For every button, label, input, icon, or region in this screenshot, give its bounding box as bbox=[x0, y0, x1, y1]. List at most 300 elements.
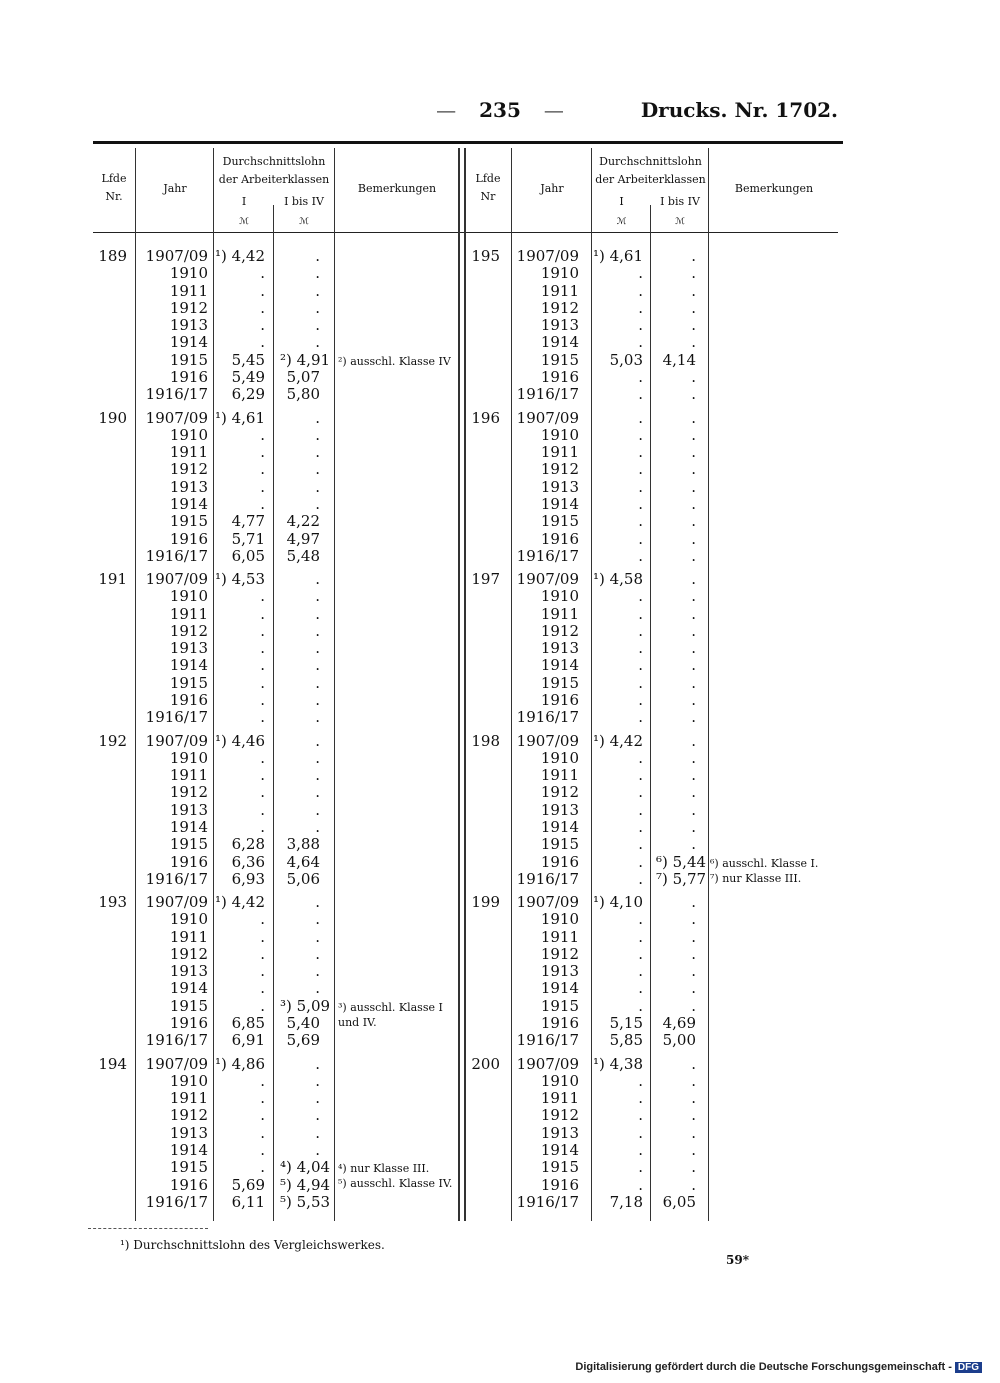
wage-class-i-cell: 5,85 bbox=[609, 1031, 643, 1050]
wage-class-i-iv-cell: . bbox=[691, 731, 696, 750]
wage-class-i-cell: . bbox=[260, 1071, 265, 1090]
wage-class-i-cell: . bbox=[260, 1158, 265, 1177]
wage-class-i-iv-cell: . bbox=[691, 368, 696, 387]
year-cell: 1913 bbox=[540, 800, 579, 819]
wage-class-i-cell: ¹) 4,61 bbox=[592, 247, 643, 265]
wage-class-i-cell: . bbox=[260, 748, 265, 767]
table-block bbox=[0, 894, 1000, 1050]
wage-class-i-iv-cell: . bbox=[691, 621, 696, 640]
year-cell: 1913 bbox=[540, 316, 579, 335]
wage-class-i-cell: . bbox=[638, 1106, 643, 1125]
table-row bbox=[0, 1159, 1000, 1176]
wage-class-i-iv-cell: . bbox=[315, 1054, 320, 1073]
table-row bbox=[0, 444, 1000, 461]
table-row bbox=[0, 929, 1000, 946]
year-cell: 1913 bbox=[169, 962, 208, 981]
year-cell: 1907/09 bbox=[145, 731, 208, 750]
year-cell: 1915 bbox=[540, 512, 579, 531]
wage-class-i-iv-cell: . bbox=[691, 800, 696, 819]
wage-class-i-cell: ¹) 4,42 bbox=[214, 893, 265, 911]
year-cell: 1910 bbox=[540, 910, 579, 929]
document-reference: Drucks. Nr. 1702. bbox=[640, 98, 838, 122]
year-cell: 1914 bbox=[169, 817, 208, 836]
remark-cell: ⁶) ausschl. Klasse I. ⁷) nur Klasse III. bbox=[710, 856, 819, 885]
year-cell: 1916/17 bbox=[145, 708, 208, 727]
wage-class-i-cell: 5,03 bbox=[609, 350, 643, 369]
table-row bbox=[0, 709, 1000, 726]
year-cell: 1910 bbox=[169, 425, 208, 444]
wage-class-i-iv-cell: . bbox=[315, 673, 320, 692]
table-row bbox=[0, 911, 1000, 928]
table-row bbox=[0, 1015, 1000, 1032]
table-row bbox=[0, 980, 1000, 997]
wage-class-i-cell: . bbox=[260, 298, 265, 317]
wage-class-i-iv-cell: . bbox=[315, 1071, 320, 1090]
wage-class-i-cell: . bbox=[260, 691, 265, 710]
year-cell: 1911 bbox=[540, 927, 579, 946]
year-cell: 1913 bbox=[540, 962, 579, 981]
header-lohn-iv: I bis IV bbox=[660, 195, 700, 208]
table-row bbox=[0, 657, 1000, 674]
year-cell: 1916/17 bbox=[516, 385, 579, 404]
year-cell: 1907/09 bbox=[145, 408, 208, 427]
table-row bbox=[0, 317, 1000, 334]
year-cell: 1916/17 bbox=[145, 546, 208, 565]
year-cell: 1912 bbox=[169, 621, 208, 640]
wage-class-i-iv-cell: . bbox=[691, 1158, 696, 1177]
wage-class-i-cell: ¹) 4,10 bbox=[592, 893, 643, 911]
table-row bbox=[0, 733, 1000, 750]
row-number: 191 bbox=[98, 570, 127, 588]
year-cell: 1910 bbox=[540, 1071, 579, 1090]
table-row bbox=[0, 1142, 1000, 1159]
wage-class-i-iv-cell: ⁶) 5,44 bbox=[656, 852, 707, 871]
year-cell: 1911 bbox=[540, 766, 579, 785]
wage-class-i-iv-cell: . bbox=[315, 708, 320, 727]
table-row bbox=[0, 369, 1000, 386]
wage-class-i-cell: ¹) 4,38 bbox=[592, 1054, 643, 1073]
wage-class-i-cell: 4,77 bbox=[231, 512, 265, 531]
table-row bbox=[0, 461, 1000, 478]
sheet-signature: 59* bbox=[726, 1253, 749, 1267]
wage-class-i-cell: . bbox=[638, 869, 643, 888]
header-lohn-i: I bbox=[241, 195, 247, 208]
wage-class-i-cell: . bbox=[638, 368, 643, 387]
wage-class-i-cell: . bbox=[638, 1071, 643, 1090]
wage-class-i-iv-cell: 5,48 bbox=[286, 546, 320, 565]
table-row bbox=[0, 283, 1000, 300]
dash: — bbox=[436, 98, 457, 122]
wage-class-i-iv-cell: . bbox=[691, 333, 696, 352]
wage-class-i-iv-cell: . bbox=[691, 281, 696, 300]
wage-class-i-cell: . bbox=[638, 512, 643, 531]
wage-class-i-iv-cell: . bbox=[315, 766, 320, 785]
year-cell: 1916 bbox=[540, 1014, 579, 1033]
wage-class-i-iv-cell: ⁵) 5,53 bbox=[280, 1192, 331, 1211]
wage-class-i-iv-cell: . bbox=[315, 962, 320, 981]
wage-class-i-iv-cell: 6,05 bbox=[662, 1192, 696, 1211]
year-cell: 1911 bbox=[540, 443, 579, 462]
wage-class-i-iv-cell: . bbox=[691, 691, 696, 710]
table-row bbox=[0, 427, 1000, 444]
row-number: 199 bbox=[471, 893, 500, 911]
wage-class-i-cell: . bbox=[260, 1089, 265, 1108]
year-cell: 1912 bbox=[169, 944, 208, 963]
footnote: ¹) Durchschnittslohn des Vergleichswerkes. bbox=[120, 1238, 385, 1252]
wage-class-i-iv-cell: . bbox=[691, 748, 696, 767]
wage-class-i-iv-cell: . bbox=[691, 494, 696, 513]
year-cell: 1916/17 bbox=[516, 869, 579, 888]
year-cell: 1911 bbox=[540, 281, 579, 300]
year-cell: 1911 bbox=[169, 281, 208, 300]
row-number: 192 bbox=[98, 731, 127, 750]
year-cell: 1914 bbox=[540, 1140, 579, 1159]
year-cell: 1915 bbox=[169, 835, 208, 854]
table-row bbox=[0, 819, 1000, 836]
wage-class-i-cell: . bbox=[638, 546, 643, 565]
wage-class-i-iv-cell: . bbox=[315, 1089, 320, 1108]
wage-class-i-iv-cell: . bbox=[315, 748, 320, 767]
table-row bbox=[0, 1107, 1000, 1124]
wage-class-i-iv-cell: . bbox=[315, 893, 320, 911]
wage-class-i-cell: . bbox=[260, 673, 265, 692]
wage-class-i-cell: . bbox=[260, 604, 265, 623]
year-cell: 1914 bbox=[540, 494, 579, 513]
wage-class-i-cell: . bbox=[260, 621, 265, 640]
wage-class-i-iv-cell: . bbox=[315, 570, 320, 588]
header-lfd-nr: Lfde Nr bbox=[475, 172, 501, 203]
wage-class-i-iv-cell: . bbox=[691, 639, 696, 658]
wage-class-i-cell: . bbox=[638, 1123, 643, 1142]
year-cell: 1916/17 bbox=[516, 546, 579, 565]
wage-class-i-cell: 5,45 bbox=[231, 350, 265, 369]
year-cell: 1916/17 bbox=[516, 708, 579, 727]
wage-class-i-cell: . bbox=[638, 1175, 643, 1194]
year-cell: 1907/09 bbox=[516, 731, 579, 750]
header-unit: ℳ bbox=[675, 217, 685, 227]
table-row bbox=[0, 1032, 1000, 1049]
wage-class-i-cell: . bbox=[260, 1140, 265, 1159]
table-row bbox=[0, 410, 1000, 427]
wage-class-i-cell: . bbox=[260, 800, 265, 819]
wage-class-i-cell: ¹) 4,46 bbox=[214, 731, 265, 750]
wage-class-i-cell: . bbox=[260, 316, 265, 335]
wage-class-i-cell: . bbox=[260, 1123, 265, 1142]
wage-class-i-cell: . bbox=[638, 962, 643, 981]
year-cell: 1910 bbox=[169, 264, 208, 283]
row-number: 190 bbox=[98, 408, 127, 427]
wage-class-i-iv-cell: 4,14 bbox=[662, 350, 696, 369]
wage-class-i-cell: . bbox=[260, 944, 265, 963]
wage-class-i-cell: . bbox=[638, 944, 643, 963]
wage-class-i-iv-cell: . bbox=[315, 477, 320, 496]
year-cell: 1910 bbox=[169, 587, 208, 606]
year-cell: 1910 bbox=[540, 748, 579, 767]
year-cell: 1907/09 bbox=[145, 893, 208, 911]
table-row bbox=[0, 513, 1000, 530]
header-lohn: Durchschnittslohn der Arbeiterklassen bbox=[595, 155, 706, 186]
top-rule bbox=[93, 141, 843, 144]
wage-class-i-cell: . bbox=[260, 1106, 265, 1125]
table-row bbox=[0, 1194, 1000, 1211]
wage-class-i-iv-cell: . bbox=[691, 979, 696, 998]
wage-class-i-cell: 6,36 bbox=[231, 852, 265, 871]
wage-class-i-iv-cell: . bbox=[315, 1106, 320, 1125]
year-cell: 1915 bbox=[540, 673, 579, 692]
year-cell: 1907/09 bbox=[516, 408, 579, 427]
year-cell: 1913 bbox=[540, 1123, 579, 1142]
row-number: 194 bbox=[98, 1054, 127, 1073]
wage-class-i-cell: . bbox=[638, 800, 643, 819]
wage-class-i-iv-cell: . bbox=[315, 494, 320, 513]
wage-class-i-iv-cell: . bbox=[691, 962, 696, 981]
wage-class-i-cell: 5,15 bbox=[609, 1014, 643, 1033]
year-cell: 1907/09 bbox=[516, 893, 579, 911]
year-cell: 1910 bbox=[540, 425, 579, 444]
wage-class-i-cell: . bbox=[638, 494, 643, 513]
year-cell: 1913 bbox=[169, 800, 208, 819]
wage-class-i-cell: . bbox=[638, 621, 643, 640]
wage-class-i-iv-cell: ⁴) 4,04 bbox=[280, 1158, 331, 1177]
year-cell: 1913 bbox=[169, 639, 208, 658]
year-cell: 1912 bbox=[540, 944, 579, 963]
table-row bbox=[0, 334, 1000, 351]
year-cell: 1916 bbox=[540, 852, 579, 871]
table-row bbox=[0, 640, 1000, 657]
table-row bbox=[0, 1125, 1000, 1142]
wage-class-i-cell: . bbox=[260, 817, 265, 836]
header-unit: ℳ bbox=[616, 217, 627, 227]
year-cell: 1911 bbox=[169, 443, 208, 462]
wage-class-i-cell: . bbox=[260, 460, 265, 479]
wage-class-i-iv-cell: . bbox=[691, 1140, 696, 1159]
table-row bbox=[0, 623, 1000, 640]
wage-class-i-cell: . bbox=[260, 996, 265, 1015]
wage-class-i-iv-cell: ⁵) 4,94 bbox=[280, 1175, 331, 1194]
wage-class-i-iv-cell: ⁷) 5,77 bbox=[656, 869, 707, 888]
year-cell: 1910 bbox=[540, 264, 579, 283]
wage-class-i-iv-cell: . bbox=[691, 443, 696, 462]
wage-class-i-cell: . bbox=[638, 587, 643, 606]
year-cell: 1915 bbox=[169, 1158, 208, 1177]
year-cell: 1910 bbox=[169, 910, 208, 929]
wage-class-i-iv-cell: . bbox=[691, 408, 696, 427]
wage-class-i-iv-cell: . bbox=[691, 477, 696, 496]
wage-class-i-iv-cell: 5,06 bbox=[286, 869, 320, 888]
wage-class-i-iv-cell: . bbox=[691, 529, 696, 548]
row-number: 197 bbox=[471, 570, 500, 588]
year-cell: 1913 bbox=[169, 1123, 208, 1142]
year-cell: 1916/17 bbox=[516, 1031, 579, 1050]
table-block bbox=[0, 410, 1000, 566]
wage-class-i-iv-cell: 5,69 bbox=[286, 1031, 320, 1050]
year-cell: 1911 bbox=[169, 1089, 208, 1108]
wage-class-i-cell: 6,93 bbox=[231, 869, 265, 888]
row-number: 198 bbox=[471, 731, 500, 750]
wage-class-i-cell: . bbox=[638, 835, 643, 854]
wage-class-i-iv-cell: . bbox=[315, 460, 320, 479]
wage-class-i-cell: . bbox=[638, 529, 643, 548]
wage-class-i-iv-cell: . bbox=[691, 673, 696, 692]
wage-class-i-iv-cell: . bbox=[691, 316, 696, 335]
year-cell: 1914 bbox=[540, 817, 579, 836]
wage-class-i-cell: . bbox=[638, 910, 643, 929]
wage-class-i-iv-cell: . bbox=[315, 425, 320, 444]
row-number: 195 bbox=[471, 247, 500, 265]
wage-class-i-cell: 5,49 bbox=[231, 368, 265, 387]
table-row bbox=[0, 946, 1000, 963]
wage-class-i-cell: . bbox=[638, 656, 643, 675]
table-block bbox=[0, 1056, 1000, 1212]
table-row bbox=[0, 692, 1000, 709]
wage-class-i-cell: . bbox=[260, 587, 265, 606]
wage-class-i-iv-cell: . bbox=[691, 944, 696, 963]
year-cell: 1915 bbox=[540, 1158, 579, 1177]
credit-text: Digitalisierung gefördert durch die Deutsche Forschungsgemeinschaft - bbox=[575, 1361, 952, 1373]
wage-class-i-iv-cell: ²) 4,91 bbox=[280, 350, 331, 369]
wage-class-i-iv-cell: . bbox=[691, 996, 696, 1015]
year-cell: 1914 bbox=[169, 656, 208, 675]
year-cell: 1912 bbox=[540, 1106, 579, 1125]
table-row bbox=[0, 871, 1000, 888]
year-cell: 1907/09 bbox=[516, 247, 579, 265]
footnote-rule bbox=[88, 1228, 208, 1229]
wage-class-i-cell: ¹) 4,42 bbox=[592, 731, 643, 750]
wage-class-i-iv-cell: 5,00 bbox=[662, 1031, 696, 1050]
wage-class-i-cell: . bbox=[638, 673, 643, 692]
year-cell: 1911 bbox=[169, 927, 208, 946]
year-cell: 1915 bbox=[540, 835, 579, 854]
header-lohn-i: I bbox=[619, 195, 624, 208]
wage-class-i-iv-cell: . bbox=[691, 1071, 696, 1090]
table-block bbox=[0, 248, 1000, 404]
wage-class-i-cell: . bbox=[638, 927, 643, 946]
wage-class-i-cell: 6,29 bbox=[231, 385, 265, 404]
wage-class-i-iv-cell: . bbox=[315, 298, 320, 317]
header-bemerkungen: Bemerkungen bbox=[734, 182, 814, 195]
table-row bbox=[0, 784, 1000, 801]
wage-class-i-iv-cell: . bbox=[691, 927, 696, 946]
table-row bbox=[0, 1073, 1000, 1090]
year-cell: 1914 bbox=[540, 333, 579, 352]
wage-class-i-iv-cell: . bbox=[315, 691, 320, 710]
wage-class-i-cell: . bbox=[260, 656, 265, 675]
wage-class-i-iv-cell: 5,80 bbox=[286, 385, 320, 404]
year-cell: 1912 bbox=[540, 460, 579, 479]
year-cell: 1916 bbox=[169, 1175, 208, 1194]
year-cell: 1907/09 bbox=[145, 570, 208, 588]
header-lfd-nr: Lfde Nr. bbox=[101, 172, 127, 203]
table-row bbox=[0, 352, 1000, 369]
wage-class-i-cell: . bbox=[638, 783, 643, 802]
header-bemerkungen: Bemerkungen bbox=[357, 182, 437, 195]
wage-class-i-iv-cell: . bbox=[691, 546, 696, 565]
table-row bbox=[0, 1056, 1000, 1073]
year-cell: 1914 bbox=[169, 1140, 208, 1159]
table-row bbox=[0, 998, 1000, 1015]
year-cell: 1912 bbox=[540, 783, 579, 802]
year-cell: 1915 bbox=[169, 673, 208, 692]
wage-class-i-iv-cell: . bbox=[691, 604, 696, 623]
wage-class-i-cell: . bbox=[260, 494, 265, 513]
wage-class-i-iv-cell: . bbox=[315, 264, 320, 283]
row-number: 189 bbox=[98, 247, 127, 265]
year-cell: 1916 bbox=[169, 529, 208, 548]
year-cell: 1914 bbox=[540, 656, 579, 675]
wage-class-i-cell: . bbox=[638, 1158, 643, 1177]
year-cell: 1910 bbox=[169, 748, 208, 767]
wage-class-i-cell: 6,05 bbox=[231, 546, 265, 565]
year-cell: 1915 bbox=[169, 350, 208, 369]
wage-class-i-cell: . bbox=[260, 708, 265, 727]
year-cell: 1916/17 bbox=[145, 385, 208, 404]
wage-class-i-cell: 7,18 bbox=[609, 1192, 643, 1211]
wage-class-i-cell: . bbox=[260, 443, 265, 462]
wage-class-i-iv-cell: . bbox=[315, 800, 320, 819]
page-number: 235 bbox=[479, 98, 521, 122]
wage-class-i-cell: . bbox=[638, 748, 643, 767]
table-row bbox=[0, 265, 1000, 282]
table-row bbox=[0, 531, 1000, 548]
wage-class-i-cell: . bbox=[260, 783, 265, 802]
wage-class-i-iv-cell: . bbox=[691, 587, 696, 606]
table-row bbox=[0, 571, 1000, 588]
wage-class-i-cell: . bbox=[638, 425, 643, 444]
table-row bbox=[0, 479, 1000, 496]
wage-class-i-iv-cell: . bbox=[691, 1123, 696, 1142]
year-cell: 1907/09 bbox=[145, 1054, 208, 1073]
wage-class-i-cell: . bbox=[260, 979, 265, 998]
wage-class-i-iv-cell: . bbox=[315, 1123, 320, 1142]
wage-class-i-iv-cell: . bbox=[315, 621, 320, 640]
year-cell: 1914 bbox=[540, 979, 579, 998]
wage-class-i-cell: . bbox=[638, 443, 643, 462]
wage-class-i-iv-cell: 4,97 bbox=[286, 529, 320, 548]
wage-class-i-iv-cell: . bbox=[315, 316, 320, 335]
wage-class-i-cell: . bbox=[638, 1089, 643, 1108]
year-cell: 1915 bbox=[540, 996, 579, 1015]
wage-class-i-iv-cell: 4,22 bbox=[286, 512, 320, 531]
wage-class-i-iv-cell: . bbox=[691, 512, 696, 531]
year-cell: 1916 bbox=[540, 691, 579, 710]
wage-class-i-iv-cell: . bbox=[691, 835, 696, 854]
wage-class-i-iv-cell: . bbox=[691, 893, 696, 911]
row-number: 200 bbox=[471, 1054, 500, 1073]
row-number: 193 bbox=[98, 893, 127, 911]
wage-class-i-cell: . bbox=[260, 264, 265, 283]
year-cell: 1916 bbox=[169, 852, 208, 871]
year-cell: 1916 bbox=[169, 368, 208, 387]
year-cell: 1912 bbox=[169, 460, 208, 479]
year-cell: 1916/17 bbox=[516, 1192, 579, 1211]
wage-class-i-iv-cell: . bbox=[315, 281, 320, 300]
wage-class-i-cell: ¹) 4,86 bbox=[214, 1054, 265, 1073]
wage-class-i-iv-cell: . bbox=[691, 1054, 696, 1073]
wage-class-i-iv-cell: . bbox=[315, 731, 320, 750]
table-row bbox=[0, 1090, 1000, 1107]
year-cell: 1912 bbox=[169, 298, 208, 317]
wage-class-i-cell: . bbox=[638, 639, 643, 658]
wage-class-i-iv-cell: . bbox=[691, 656, 696, 675]
wage-class-i-iv-cell: 5,07 bbox=[286, 368, 320, 387]
wage-class-i-iv-cell: 5,40 bbox=[286, 1014, 320, 1033]
wage-class-i-cell: 6,11 bbox=[231, 1192, 265, 1211]
year-cell: 1913 bbox=[540, 639, 579, 658]
year-cell: 1915 bbox=[169, 512, 208, 531]
year-cell: 1907/09 bbox=[516, 1054, 579, 1073]
row-number: 196 bbox=[471, 408, 500, 427]
year-cell: 1913 bbox=[169, 316, 208, 335]
